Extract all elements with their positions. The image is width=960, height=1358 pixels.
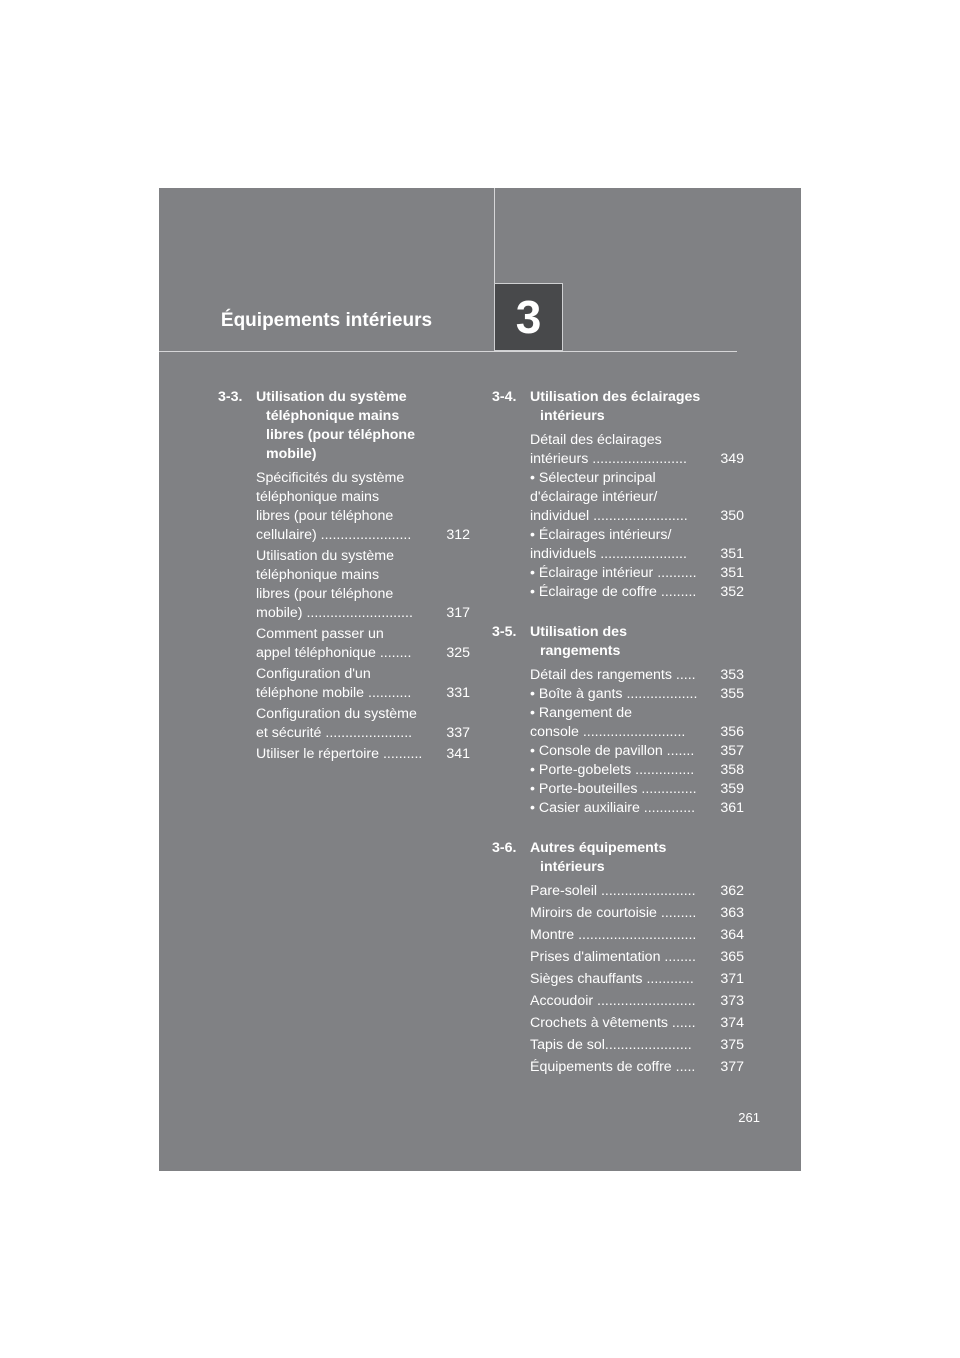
toc-entry[interactable] xyxy=(492,970,744,989)
toc-entry-page: 363 xyxy=(720,905,744,921)
toc-entry[interactable] xyxy=(492,704,744,742)
section-title-line: Utilisation des éclairages xyxy=(530,389,701,405)
toc-entry-line: Accoudoir ......................... xyxy=(530,993,696,1009)
section-title xyxy=(530,388,744,426)
toc-entry-line: libres (pour téléphone xyxy=(256,508,394,524)
toc-entry-title xyxy=(530,1036,712,1055)
toc-entry-page: 349 xyxy=(720,451,744,467)
section-heading xyxy=(492,623,744,661)
toc-entry-page: 351 xyxy=(720,565,744,581)
toc-entry-page: 331 xyxy=(446,685,470,701)
toc-entry-line: individuels ...................... xyxy=(530,546,687,562)
section-title-line: intérieurs xyxy=(540,408,605,424)
page-number: 261 xyxy=(738,1110,760,1125)
toc-entry[interactable] xyxy=(492,1014,744,1033)
toc-entry-title xyxy=(530,948,712,967)
toc-entry[interactable] xyxy=(218,665,470,703)
toc-entry-title xyxy=(256,665,438,703)
toc-entry-line: • Rangement de xyxy=(530,705,632,721)
toc-entry-line: Pare-soleil ........................ xyxy=(530,883,696,899)
toc-entry-line: intérieurs ........................ xyxy=(530,451,687,467)
toc-entry[interactable] xyxy=(492,761,744,780)
toc-entry-line: Détail des éclairages xyxy=(530,432,662,448)
toc-entry[interactable] xyxy=(492,948,744,967)
toc-entry-line: Prises d'alimentation ........ xyxy=(530,949,696,965)
toc-section xyxy=(492,623,744,818)
toc-entry-page: 371 xyxy=(720,971,744,987)
toc-entry-title xyxy=(530,904,712,923)
section-number: 3-5. xyxy=(492,624,517,640)
toc-entry-line: • Porte-bouteilles .............. xyxy=(530,781,697,797)
toc-entry-title xyxy=(530,704,712,742)
toc-entry[interactable] xyxy=(492,1058,744,1077)
toc-entry-title xyxy=(530,970,712,989)
section-title xyxy=(530,623,744,661)
header-divider-vertical xyxy=(494,188,495,283)
toc-entry-page: 353 xyxy=(720,667,744,683)
section-number: 3-3. xyxy=(218,389,243,405)
toc-entry[interactable] xyxy=(492,666,744,685)
toc-entry-line: appel téléphonique ........ xyxy=(256,645,412,661)
toc-entry-line: libres (pour téléphone xyxy=(256,586,394,602)
section-title-line: libres (pour téléphone xyxy=(266,427,415,443)
toc-section xyxy=(492,839,744,1077)
section-title-line: mobile) xyxy=(266,446,317,462)
toc-entry[interactable] xyxy=(218,469,470,545)
toc-section xyxy=(218,388,470,764)
section-title-line: Utilisation des xyxy=(530,624,627,640)
toc-entry-line: • Console de pavillon ....... xyxy=(530,743,695,759)
toc-entry-line: téléphonique mains xyxy=(256,489,380,505)
toc-entry[interactable] xyxy=(492,742,744,761)
toc-entry-page: 356 xyxy=(720,724,744,740)
toc-entry-page: 373 xyxy=(720,993,744,1009)
toc-entry-line: • Éclairage intérieur .......... xyxy=(530,565,697,581)
toc-entry[interactable] xyxy=(492,1036,744,1055)
toc-entry-title xyxy=(530,666,712,685)
toc-entry-title xyxy=(530,431,712,469)
toc-entry-line: Crochets à vêtements ...... xyxy=(530,1015,696,1031)
toc-entry[interactable] xyxy=(218,547,470,623)
section-title xyxy=(256,388,470,464)
toc-entry-title xyxy=(530,583,712,602)
toc-entry-line: • Sélecteur principal xyxy=(530,470,656,486)
toc-entry-line: Montre .............................. xyxy=(530,927,697,943)
toc-entry-title xyxy=(530,742,712,761)
toc-entry-page: 312 xyxy=(446,527,470,543)
toc-entry-line: et sécurité ...................... xyxy=(256,725,413,741)
toc-entry-line: Sièges chauffants ............ xyxy=(530,971,694,987)
toc-entry[interactable] xyxy=(492,882,744,901)
toc-entry-line: • Éclairage de coffre ......... xyxy=(530,584,697,600)
toc-entry-line: Comment passer un xyxy=(256,626,384,642)
toc-entry-title xyxy=(530,564,712,583)
toc-entry-title xyxy=(530,882,712,901)
toc-entry-line: • Casier auxiliaire ............. xyxy=(530,800,696,816)
toc-entry-page: 337 xyxy=(446,725,470,741)
toc-entry-title xyxy=(530,992,712,1011)
section-title-line: intérieurs xyxy=(540,859,605,875)
toc-entry-page: 317 xyxy=(446,605,470,621)
toc-entry-page: 357 xyxy=(720,743,744,759)
toc-entry-title xyxy=(530,761,712,780)
toc-entry[interactable] xyxy=(492,904,744,923)
toc-entry-line: Miroirs de courtoisie ......... xyxy=(530,905,697,921)
toc-entry-page: 352 xyxy=(720,584,744,600)
section-heading xyxy=(218,388,470,464)
toc-entry-title xyxy=(530,926,712,945)
toc-entry-line: Équipements de coffre ..... xyxy=(530,1059,696,1075)
toc-entry-title xyxy=(530,1058,712,1077)
toc-entry-page: 350 xyxy=(720,508,744,524)
toc-entry-title xyxy=(530,799,712,818)
toc-entry-title xyxy=(256,547,438,623)
toc-entry-line: • Boîte à gants .................. xyxy=(530,686,698,702)
toc-entry[interactable] xyxy=(492,431,744,469)
toc-entry[interactable] xyxy=(218,705,470,743)
toc-entry-title xyxy=(256,705,438,743)
toc-entry-line: • Porte-gobelets ............... xyxy=(530,762,695,778)
toc-entry-page: 365 xyxy=(720,949,744,965)
chapter-title: Équipements intérieurs xyxy=(220,310,433,331)
toc-entry-line: téléphone mobile ........... xyxy=(256,685,412,701)
toc-entry[interactable] xyxy=(218,745,470,764)
toc-entry-line: mobile) ........................... xyxy=(256,605,413,621)
toc-entry-title xyxy=(530,526,712,564)
toc-entry[interactable] xyxy=(492,992,744,1011)
toc-entry-line: Spécificités du système xyxy=(256,470,405,486)
toc-entry-line: Utilisation du système xyxy=(256,548,394,564)
section-heading xyxy=(492,839,744,877)
toc-entry-line: Détail des rangements ..... xyxy=(530,667,696,683)
section-heading xyxy=(492,388,744,426)
toc-entry-page: 341 xyxy=(446,746,470,762)
toc-entry-page: 358 xyxy=(720,762,744,778)
toc-entry[interactable] xyxy=(492,583,744,602)
toc-entry-page: 375 xyxy=(720,1037,744,1053)
toc-entry-page: 374 xyxy=(720,1015,744,1031)
toc-entry-line: Utiliser le répertoire .......... xyxy=(256,746,423,762)
toc-entry-page: 364 xyxy=(720,927,744,943)
toc-entry[interactable] xyxy=(492,780,744,799)
toc-entry[interactable] xyxy=(492,469,744,526)
toc-entry-page: 377 xyxy=(720,1059,744,1075)
toc-entry-title xyxy=(530,685,712,704)
toc-entry-title xyxy=(530,1014,712,1033)
toc-entry-line: Tapis de sol...................... xyxy=(530,1037,692,1053)
toc-entry[interactable] xyxy=(492,685,744,704)
section-title-line: Autres équipements xyxy=(530,840,667,856)
section-title xyxy=(530,839,744,877)
toc-entry[interactable] xyxy=(218,625,470,663)
header-divider-horizontal xyxy=(159,351,737,352)
toc-entry-line: téléphonique mains xyxy=(256,567,380,583)
toc-right-column xyxy=(492,388,744,1077)
toc-entry-page: 351 xyxy=(720,546,744,562)
toc-entry[interactable] xyxy=(492,526,744,564)
toc-entry[interactable] xyxy=(492,564,744,583)
toc-entry-line: Configuration du système xyxy=(256,706,417,722)
section-number: 3-6. xyxy=(492,840,517,856)
toc-entry-line: cellulaire) ....................... xyxy=(256,527,412,543)
toc-entry-page: 359 xyxy=(720,781,744,797)
section-title-line: téléphonique mains xyxy=(266,408,400,424)
toc-entry-title xyxy=(530,469,712,526)
toc-entry-line: console .......................... xyxy=(530,724,686,740)
toc-entry-page: 361 xyxy=(720,800,744,816)
section-title-line: rangements xyxy=(540,643,621,659)
section-number: 3-4. xyxy=(492,389,517,405)
toc-entry[interactable] xyxy=(492,799,744,818)
chapter-number-badge: 3 xyxy=(494,283,563,351)
toc-left-column xyxy=(218,388,470,764)
toc-entry-title xyxy=(256,745,438,764)
section-title-line: Utilisation du système xyxy=(256,389,407,405)
toc-section xyxy=(492,388,744,602)
toc-entry-line: • Éclairages intérieurs/ xyxy=(530,527,672,543)
toc-entry-page: 362 xyxy=(720,883,744,899)
toc-entry-title xyxy=(256,625,438,663)
toc-entry-title xyxy=(256,469,438,545)
toc-entry[interactable] xyxy=(492,926,744,945)
toc-entry-line: d'éclairage intérieur/ xyxy=(530,489,658,505)
toc-entry-line: Configuration d'un xyxy=(256,666,371,682)
toc-entry-line: individuel ........................ xyxy=(530,508,688,524)
toc-entry-title xyxy=(530,780,712,799)
toc-entry-page: 325 xyxy=(446,645,470,661)
toc-entry-page: 355 xyxy=(720,686,744,702)
